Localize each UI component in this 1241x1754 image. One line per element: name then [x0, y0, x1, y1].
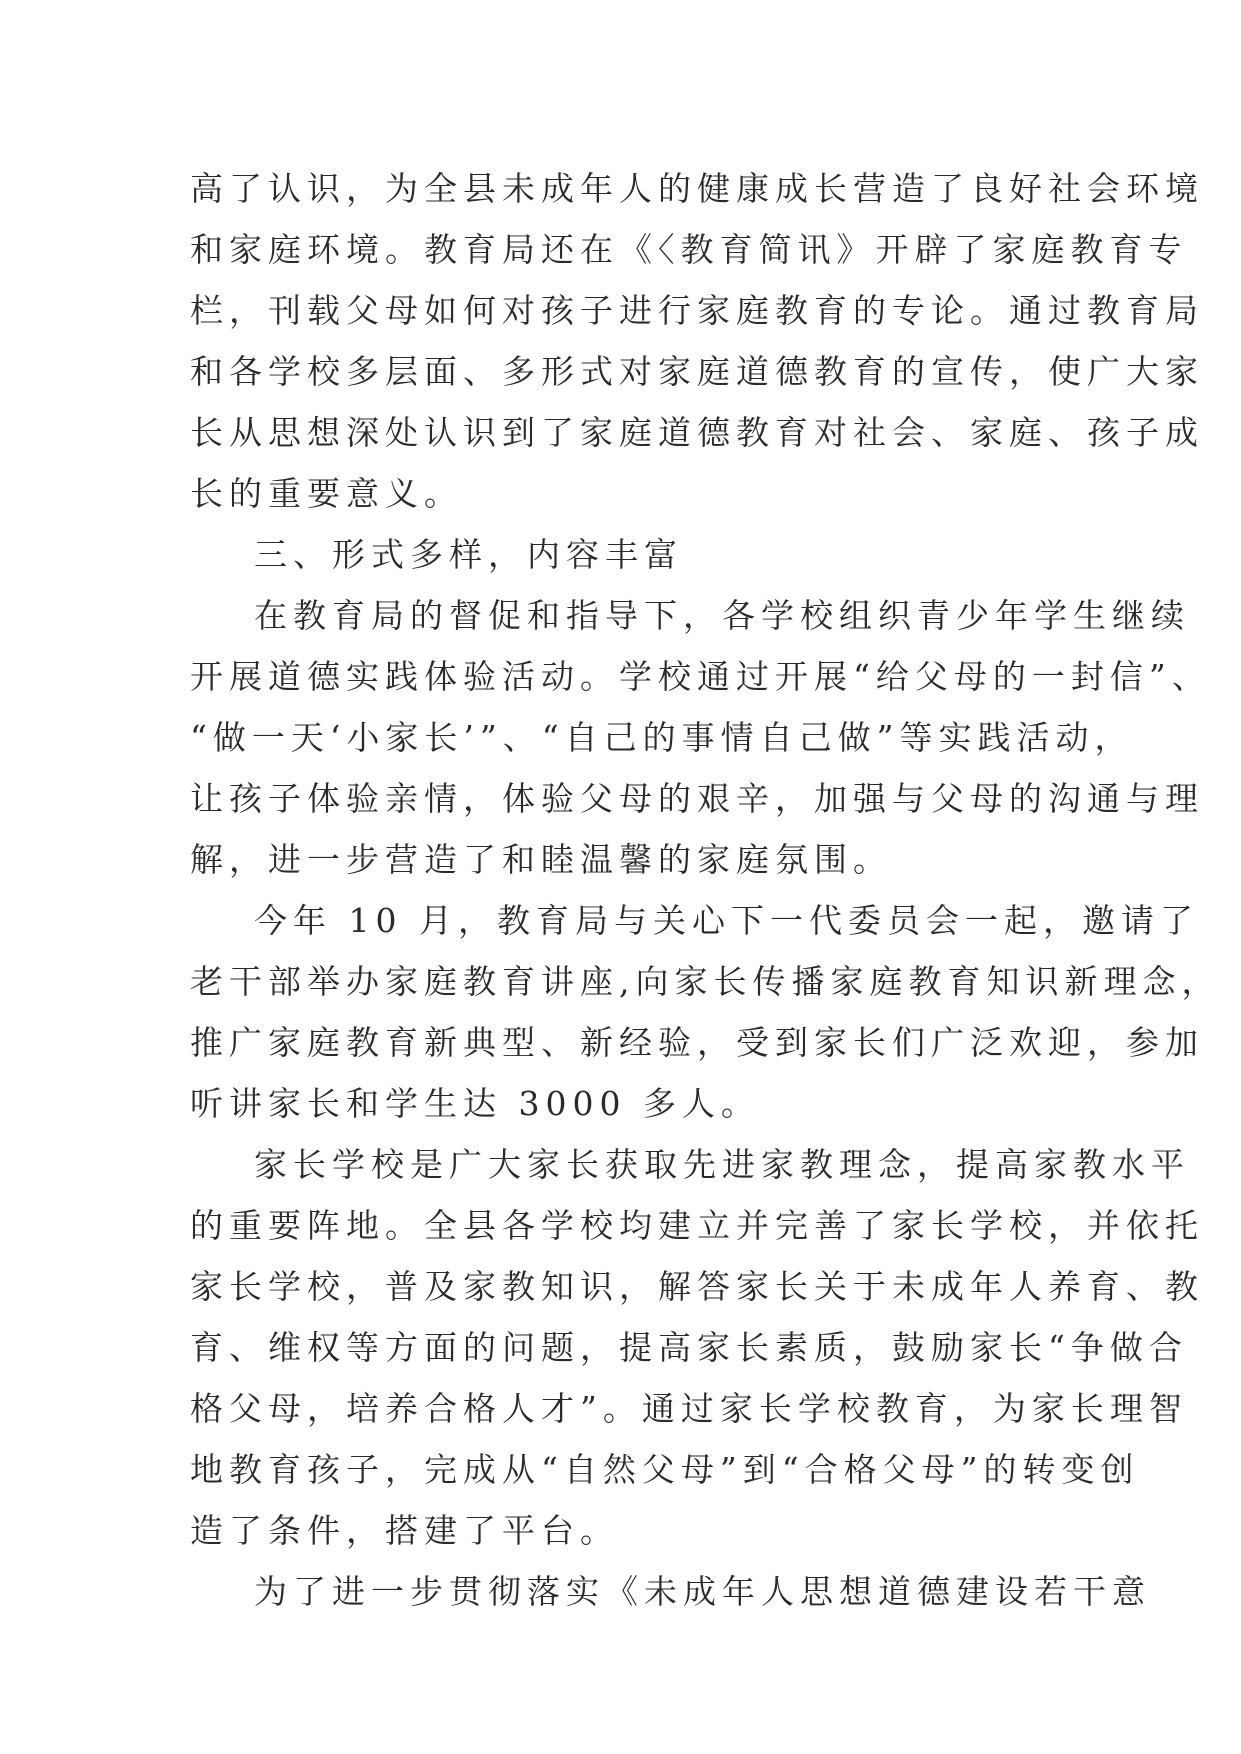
- text-line: 老干部举办家庭教育讲座,向家长传播家庭教育知识新理念，: [190, 962, 1221, 1001]
- text-line: 造了条件，搭建了平台。: [190, 1511, 619, 1550]
- text-line: 长的重要意义。: [190, 474, 463, 513]
- text-line: 今年 10 月，教育局与关心下一代委员会一起，邀请了: [254, 901, 1199, 940]
- text-line: 高了认识，为全县未成年人的健康成长营造了良好社会环境: [190, 169, 1204, 208]
- text-line: 的重要阵地。全县各学校均建立并完善了家长学校，并依托: [190, 1206, 1204, 1245]
- text-line: 地教育孩子，完成从“自然父母”到“合格父母”的转变创: [190, 1450, 1140, 1489]
- text-line: 家长学校是广大家长获取先进家教理念，提高家教水平: [254, 1145, 1190, 1184]
- text-line: 格父母，培养合格人才”。通过家长学校教育，为家长理智: [190, 1389, 1188, 1428]
- text-line: 让孩子体验亲情，体验父母的艰辛，加强与父母的沟通与理: [190, 779, 1204, 818]
- text-line: 解，进一步营造了和睦温馨的家庭氛围。: [190, 840, 892, 879]
- text-line: 育、维权等方面的问题，提高家长素质，鼓励家长“争做合: [190, 1328, 1188, 1367]
- text-line: 在教育局的督促和指导下，各学校组织青少年学生继续: [254, 596, 1190, 635]
- text-line: 为了进一步贯彻落实《未成年人思想道德建设若干意: [254, 1572, 1151, 1611]
- text-line: 长从思想深处认识到了家庭道德教育对社会、家庭、孩子成: [190, 413, 1204, 452]
- section-heading: 三、形式多样，内容丰富: [254, 535, 683, 574]
- text-line: 听讲家长和学生达 3000 多人。: [190, 1084, 760, 1123]
- text-line: 和家庭环境。教育局还在《〈教育简讯》开辟了家庭教育专: [190, 230, 1188, 269]
- text-line: 推广家庭教育新典型、新经验，受到家长们广泛欢迎，参加: [190, 1023, 1204, 1062]
- document-body: [190, 158, 1221, 1622]
- text-line: 家长学校，普及家教知识，解答家长关于未成年人养育、教: [190, 1267, 1204, 1306]
- text-line: 栏，刊载父母如何对孩子进行家庭教育的专论。通过教育局: [190, 291, 1204, 330]
- text-line: “做一天‘小家长’”、“自己的事情自己做”等实践活动，: [190, 718, 1134, 757]
- text-line: 和各学校多层面、多形式对家庭道德教育的宣传，使广大家: [190, 352, 1204, 391]
- text-line: 开展道德实践体验活动。学校通过开展“给父母的一封信”、: [190, 657, 1211, 696]
